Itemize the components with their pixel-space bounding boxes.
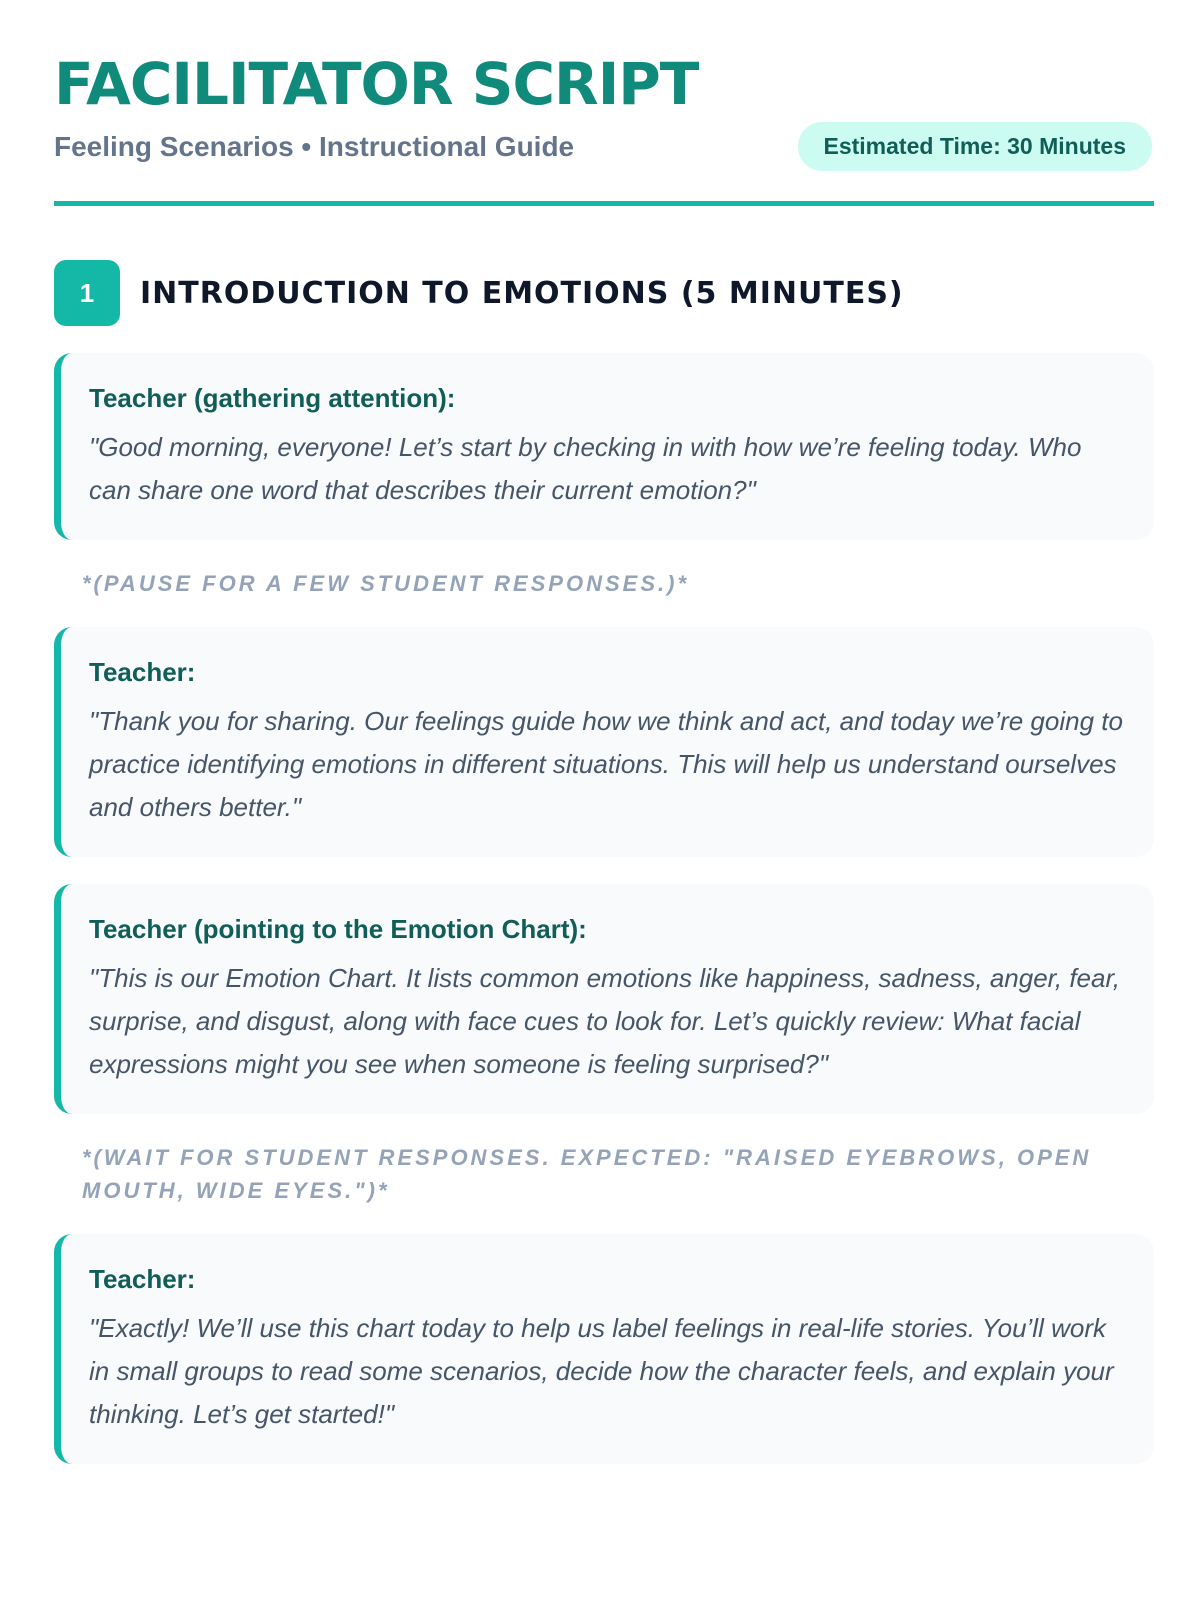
estimated-time-badge: Estimated Time: 30 Minutes (798, 122, 1153, 171)
speaker-label: Teacher: (89, 657, 196, 687)
page-header (54, 52, 1154, 206)
script-quote: "Thank you for sharing. Our feelings guide how we think and act, and today we’re going to practice identifying emotions in different situations. This will help us understand ourselves and others better." (89, 706, 1123, 822)
script-quote: "Exactly! We’ll use this chart today to help us label feelings in real-life stories. You’ll work in small groups to read some scenarios, decide how the character feels, and explain your thinking. Let’s get started!" (89, 1313, 1114, 1429)
stage-direction-note: *(PAUSE FOR A FEW STUDENT RESPONSES.)* (82, 571, 690, 596)
speaker-label: Teacher: (89, 1264, 196, 1294)
script-block (54, 627, 1154, 857)
stage-direction-note: *(WAIT FOR STUDENT RESPONSES. EXPECTED: "RAISED EYEBROWS, OPEN MOUTH, WIDE EYES.")* (82, 1145, 1092, 1203)
script-block (54, 884, 1154, 1114)
section-title: INTRODUCTION TO EMOTIONS (5 MINUTES) (140, 275, 904, 311)
script-block (54, 1234, 1154, 1464)
script-quote: "This is our Emotion Chart. It lists common emotions like happiness, sadness, anger, fear, surprise, and disgust, along with face cues to look for. Let’s quickly review: What facial expressions might you see when someone is feeling surprised?" (89, 963, 1120, 1079)
subtitle-row (54, 122, 1154, 171)
script-block (54, 353, 1154, 540)
page-subtitle: Feeling Scenarios • Instructional Guide (54, 130, 575, 162)
script-quote: "Good morning, everyone! Let’s start by checking in with how we’re feeling today. Who can share one word that describes their current emotion?" (89, 432, 1082, 505)
section-heading (54, 260, 1154, 326)
section-number-badge: 1 (54, 260, 120, 326)
speaker-label: Teacher (pointing to the Emotion Chart): (89, 914, 587, 944)
speaker-label: Teacher (gathering attention): (89, 383, 456, 413)
page-title: FACILITATOR SCRIPT (54, 50, 699, 118)
